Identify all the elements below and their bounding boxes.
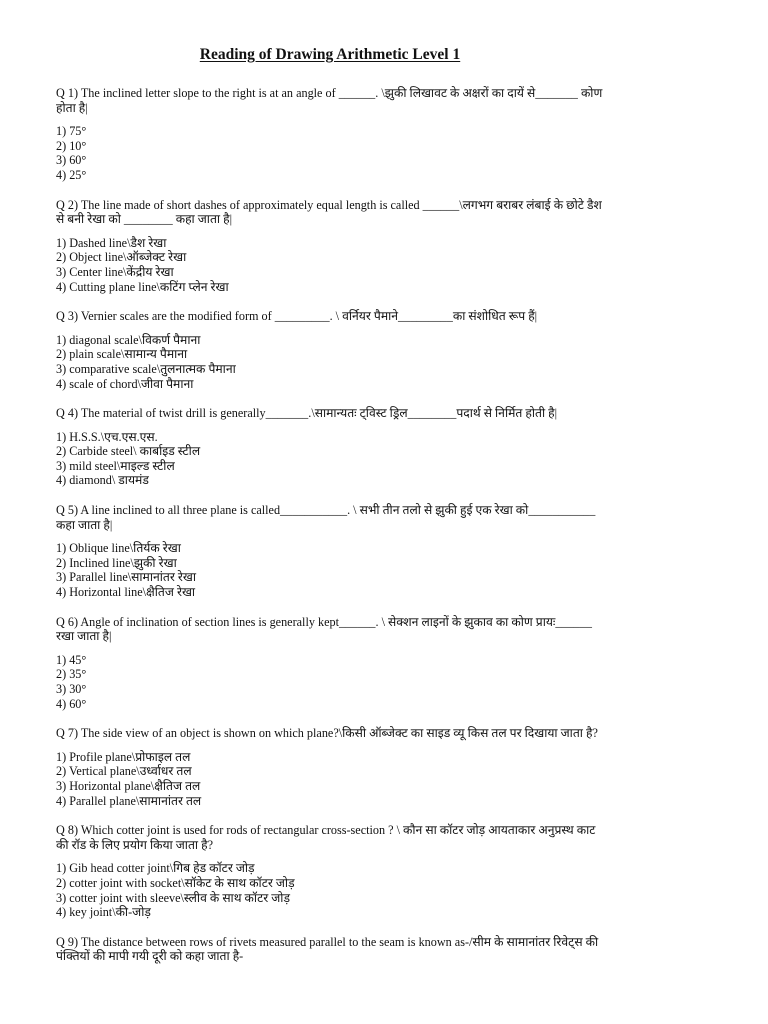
question-5 xyxy=(56,503,608,600)
question-list xyxy=(56,86,608,973)
option-list xyxy=(56,541,608,599)
question-4 xyxy=(56,406,608,488)
answer-option: 3) Center line\केंद्रीय रेखा xyxy=(56,264,174,279)
question-text: Q 1) The inclined letter slope to the right is at an angle of ______. \झुकी लिखावट के अक्षरों का दायें से_______ कोण होता है| xyxy=(56,86,603,115)
option-list xyxy=(56,236,608,294)
question-6 xyxy=(56,615,608,712)
answer-option: 1) 75° xyxy=(56,124,87,139)
answer-option: 1) 45° xyxy=(56,652,87,667)
question-text: Q 2) The line made of short dashes of approximately equal length is called ______\लगभग बराबर लंबाई के छोटे डैश से बनी रेखा को ________ कहा जाता है| xyxy=(56,197,602,227)
answer-option: 1) H.S.S.\एच.एस.एस. xyxy=(56,429,158,444)
question-9 xyxy=(56,935,608,964)
answer-option: 3) mild steel\माइल्ड स्टील xyxy=(56,458,175,473)
question-text: Q 8) Which cotter joint is used for rods of rectangular cross-section ? \ कौन सा कॉटर जोड़ आयताकार अनुप्रस्थ काट की रॉड के लिए प्रयोग किया जाता है? xyxy=(56,823,596,852)
option-list xyxy=(56,124,608,182)
answer-option: 3) cotter joint with sleeve\स्लीव के साथ कॉटर जोड़ xyxy=(56,890,290,905)
answer-option: 2) Vertical plane\उर्ध्वाधर तल xyxy=(56,764,192,779)
answer-option: 1) diagonal scale\विकर्ण पैमाना xyxy=(56,332,201,347)
answer-option: 1) Gib head cotter joint\गिब हेड कॉटर जोड़ xyxy=(56,861,255,876)
answer-option: 4) key joint\की-जोड़ xyxy=(56,905,151,920)
answer-option: 3) 60° xyxy=(56,153,87,168)
question-8 xyxy=(56,823,608,920)
answer-option: 4) 60° xyxy=(56,696,87,711)
option-list xyxy=(56,333,608,391)
answer-option: 4) 25° xyxy=(56,167,87,182)
answer-option: 1) Profile plane\प्रोफाइल तल xyxy=(56,749,191,764)
answer-option: 4) Cutting plane line\कटिंग प्लेन रेखा xyxy=(56,279,229,294)
answer-option: 2) Carbide steel\ कार्बाइड स्टील xyxy=(56,444,201,459)
option-list xyxy=(56,861,608,919)
option-list xyxy=(56,430,608,488)
page-title: Reading of Drawing Arithmetic Level 1 xyxy=(199,46,461,63)
answer-option: 3) 30° xyxy=(56,682,87,696)
answer-option: 2) plain scale\सामान्य पैमाना xyxy=(56,347,188,362)
question-text: Q 3) Vernier scales are the modified form of _________. \ वर्नियर पैमाने_________का संशोधित रूप हैं| xyxy=(56,309,538,324)
answer-option: 2) 35° xyxy=(56,667,87,682)
answer-option: 3) Parallel line\सामानांतर रेखा xyxy=(56,570,196,585)
answer-option: 2) Object line\ऑब्जेक्ट रेखा xyxy=(56,250,187,265)
question-text: Q 5) A line inclined to all three plane is called___________. \ सभी तीन तलो से झुकी हुई एक रेखा को___________ कहा जाता है| xyxy=(56,503,596,532)
answer-option: 3) comparative scale\तुलनात्मक पैमाना xyxy=(56,361,236,376)
question-text: Q 4) The material of twist drill is generally_______.\सामान्यतः ट्विस्ट ड्रिल________पदार्थ से निर्मित होती है| xyxy=(56,406,558,421)
answer-option: 1) Oblique line\तिर्यक रेखा xyxy=(56,541,181,556)
answer-option: 4) scale of chord\जीवा पैमाना xyxy=(56,376,194,391)
question-3 xyxy=(56,309,608,391)
question-text: Q 7) The side view of an object is shown on which plane?\किसी ऑब्जेक्ट का साइड व्यू किस तल पर दिखाया जाता है? xyxy=(56,726,598,741)
question-2 xyxy=(56,198,608,295)
question-7 xyxy=(56,726,608,808)
answer-option: 2) 10° xyxy=(56,138,87,153)
question-text: Q 9) The distance between rows of rivets measured parallel to the seam is known as-/सीम के सामानांतर रिवेट्स की पंक्तियों की मापी गयी दूरी को कहा जाता है- xyxy=(56,934,599,964)
answer-option: 4) Horizontal line\क्षैतिज रेखा xyxy=(56,585,196,600)
answer-option: 4) diamond\ डायमंड xyxy=(56,473,149,488)
answer-option: 1) Dashed line\डैश रेखा xyxy=(56,235,167,250)
answer-option: 2) cotter joint with socket\सॉकेट के साथ कॉटर जोड़ xyxy=(56,875,295,890)
option-list xyxy=(56,750,608,808)
answer-option: 4) Parallel plane\सामानांतर तल xyxy=(56,793,202,808)
answer-option: 2) Inclined line\झुकी रेखा xyxy=(56,555,177,570)
question-1 xyxy=(56,86,608,183)
answer-option: 3) Horizontal plane\क्षैतिज तल xyxy=(56,778,201,793)
question-text: Q 6) Angle of inclination of section lines is generally kept______. \ सेक्शन लाइनों के झुकाव का कोण प्रायः______ रखा जाता है| xyxy=(56,614,592,644)
option-list xyxy=(56,653,608,711)
